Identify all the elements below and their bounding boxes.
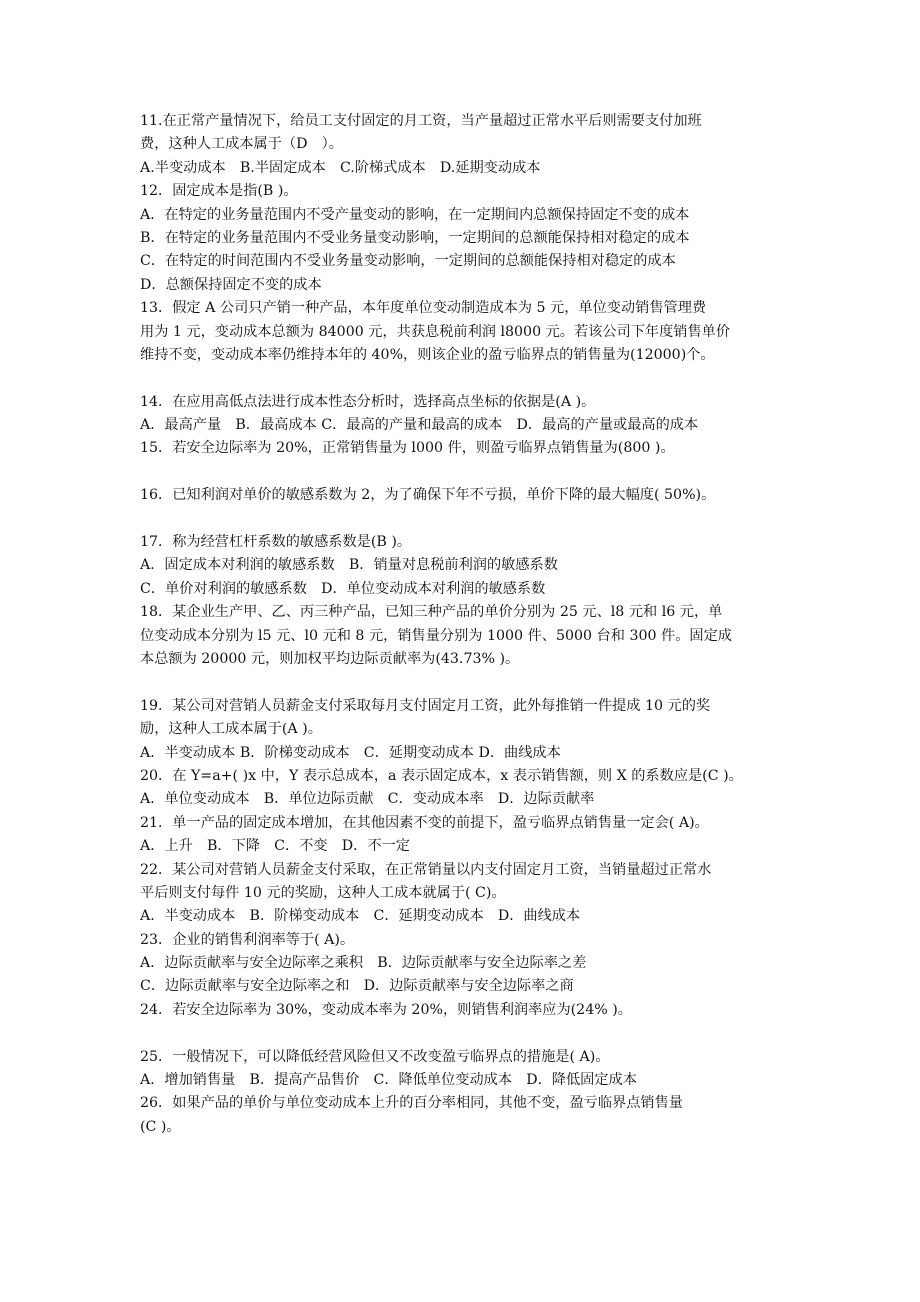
blank-line xyxy=(140,367,780,390)
question-text: 24．若安全边际率为 30%，变动成本率为 20%，则销售利润率应为(24% )。 xyxy=(140,1001,632,1018)
question-18 xyxy=(140,601,780,671)
question-options: A．半变动成本 B．阶梯变动成本 C．延期变动成本 D．曲线成本 xyxy=(140,744,561,761)
question-26 xyxy=(140,1092,780,1139)
question-options: A．最高产量 B．最高成本 C．最高的产量和最高的成本 D．最高的产量或最高的成本 xyxy=(140,417,699,434)
question-text: 21．单一产品的固定成本增加，在其他因素不变的前提下，盈亏临界点销售量一定会( A)。 xyxy=(140,814,709,831)
question-text: 12．固定成本是指(B )。 xyxy=(140,183,298,200)
question-text: (C )。 xyxy=(140,1118,181,1135)
blank-line xyxy=(140,508,780,531)
question-14 xyxy=(140,391,780,438)
question-25 xyxy=(140,1046,780,1093)
question-24 xyxy=(140,999,780,1022)
question-options: A．边际贡献率与安全边际率之乘积 B．边际贡献率与安全边际率之差 xyxy=(140,955,587,972)
question-12 xyxy=(140,180,780,297)
question-text: 位变动成本分别为 l5 元、l0 元和 8 元，销售量分别为 1000 件、5000 台和 300 件。固定成 xyxy=(140,627,732,644)
question-16 xyxy=(140,484,780,507)
question-19 xyxy=(140,695,780,765)
question-20 xyxy=(140,765,780,812)
question-15 xyxy=(140,437,780,460)
blank-line xyxy=(140,461,780,484)
question-text: 25．一般情况下，可以降低经营风险但又不改变盈亏临界点的措施是( A)。 xyxy=(140,1048,610,1065)
question-text: 17．称为经营杠杆系数的敏感系数是(B )。 xyxy=(140,534,412,551)
question-text: 23．企业的销售利润率等于( A)。 xyxy=(140,931,355,948)
question-text: 13．假定 A 公司只产销一种产品，本年度单位变动制造成本为 5 元，单位变动销售管理费 xyxy=(140,300,707,317)
question-options: A.半变动成本 B.半固定成本 C.阶梯式成本 D.延期变动成本 xyxy=(140,159,541,176)
question-options: A．固定成本对利润的敏感系数 B．销量对息税前利润的敏感系数 xyxy=(140,557,558,574)
question-text: 平后则支付每件 10 元的奖励，这种人工成本就属于( C)。 xyxy=(140,884,506,901)
question-11 xyxy=(140,110,780,180)
blank-line xyxy=(140,1022,780,1045)
question-options: A．半变动成本 B．阶梯变动成本 C．延期变动成本 D．曲线成本 xyxy=(140,908,581,925)
question-23 xyxy=(140,929,780,999)
option-c: C．在特定的时间范围内不受业务量变动影响，一定期间的总额能保持相对稳定的成本 xyxy=(140,253,676,270)
question-text: 14．在应用高低点法进行成本性态分析时，选择高点坐标的依据是(A )。 xyxy=(140,393,596,410)
question-text: 18．某企业生产甲、乙、丙三种产品，已知三种产品的单价分别为 25 元、l8 元和 l6 元，单 xyxy=(140,604,723,621)
question-text: 22．某公司对营销人员薪金支付采取，在正常销量以内支付固定月工资，当销量超过正常水 xyxy=(140,861,712,878)
question-options: A．增加销售量 B．提高产品售价 C．降低单位变动成本 D．降低固定成本 xyxy=(140,1072,637,1089)
question-options: C．边际贡献率与安全边际率之和 D．边际贡献率与安全边际率之商 xyxy=(140,978,574,995)
question-options: A．上升 B．下降 C．不变 D．不一定 xyxy=(140,838,410,855)
question-text: 19．某公司对营销人员薪金支付采取每月支付固定月工资，此外每推销一件提成 10 元的奖 xyxy=(140,697,711,714)
question-13 xyxy=(140,297,780,367)
question-options: C．单价对利润的敏感系数 D．单位变动成本对利润的敏感系数 xyxy=(140,580,546,597)
option-b: B．在特定的业务量范围内不受业务量变动影响，一定期间的总额能保持相对稳定的成本 xyxy=(140,229,690,246)
option-a: A．在特定的业务量范围内不受产量变动的影响，在一定期间内总额保持固定不变的成本 xyxy=(140,206,690,223)
question-17 xyxy=(140,531,780,601)
question-text: 本总额为 20000 元，则加权平均边际贡献率为(43.73% )。 xyxy=(140,650,520,667)
question-text: 26．如果产品的单价与单位变动成本上升的百分率相同，其他不变，盈亏临界点销售量 xyxy=(140,1095,683,1112)
document-page xyxy=(140,110,780,1139)
question-text: 费，这种人工成本属于（D ）。 xyxy=(140,136,343,153)
question-22 xyxy=(140,859,780,929)
question-text: 维持不变，变动成本率仍维持本年的 40%，则该企业的盈亏临界点的销售量为(12000)个。 xyxy=(140,346,715,363)
blank-line xyxy=(140,671,780,694)
question-text: 用为 1 元，变动成本总额为 84000 元，共获息税前利润 l8000 元。若该公司下年度销售单价 xyxy=(140,323,731,340)
question-text: 16．已知利润对单价的敏感系数为 2，为了确保下年不亏损，单价下降的最大幅度( 50%)。 xyxy=(140,487,716,504)
question-options: A．单位变动成本 B．单位边际贡献 C．变动成本率 D．边际贡献率 xyxy=(140,791,595,808)
question-text: 11.在正常产量情况下，给员工支付固定的月工资，当产量超过正常水平后则需要支付加班 xyxy=(140,113,702,129)
question-text: 20．在 Y=a+( )x 中，Y 表示总成本，a 表示固定成本，x 表示销售额，则 X 的系数应是(C )。 xyxy=(140,767,743,784)
question-21 xyxy=(140,812,780,859)
question-text: 15．若安全边际率为 20%，正常销售量为 l000 件，则盈亏临界点销售量为(800 )。 xyxy=(140,440,675,457)
question-text: 励，这种人工成本属于(A )。 xyxy=(140,721,322,738)
option-d: D．总额保持固定不变的成本 xyxy=(140,276,322,293)
